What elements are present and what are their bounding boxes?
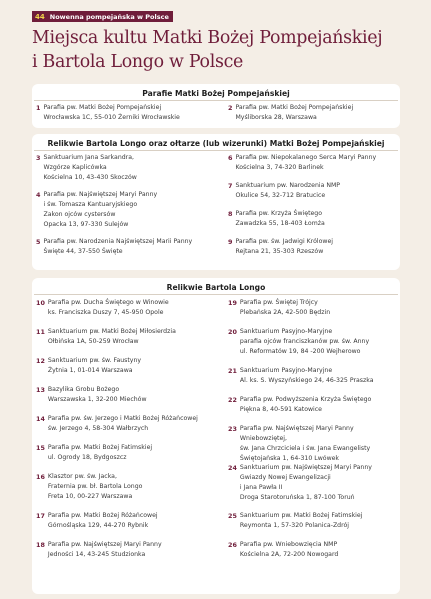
entry-text: Parafia pw. Niepokalanego Serca Maryi Panny Kościelna 3, 74-320 Barlinek (235, 154, 377, 171)
section-parafie-card (32, 84, 400, 128)
entry-text: Sanktuarium pw. Najświętszej Maryi Panny Gwiazdy Nowej Ewangelizacji i Jana Pawła II Droga Starotoruńska 1, 87-100 Toruń (239, 464, 372, 501)
section-relikwie-oltarze-card (32, 134, 400, 270)
list-item (228, 153, 376, 173)
entry-text: Parafia pw. Świętej Trójcy Plebańska 2A, 42-500 Będzin (239, 299, 331, 316)
list-item (36, 153, 137, 183)
entry-text: Sanktuarium pw. Narodzenia NMP Okulice 54, 32-712 Bratucice (235, 182, 341, 199)
entry-text: Parafia pw. Matki Bożej Pompejańskiej Wrocławska 1C, 55-010 Żerniki Wrocławskie (43, 104, 180, 121)
entry-text: Sanktuarium Pasyjno-Maryjne parafia ojców franciszkanów pw. św. Anny ul. Reformatów 19, 84 -200 Wejherowo (239, 328, 370, 355)
list-item (228, 463, 372, 503)
list-item (228, 424, 400, 464)
entry-number: 3 (36, 154, 41, 162)
entry-number: 16 (36, 473, 45, 481)
entry-number: 14 (36, 415, 45, 423)
entry-number: 26 (228, 541, 237, 549)
entry-number: 24 (228, 464, 237, 472)
list-item (36, 237, 192, 257)
page-header-bar (32, 11, 173, 22)
entry-number: 23 (228, 425, 237, 433)
list-item (228, 103, 353, 123)
entry-number: 20 (228, 328, 237, 336)
list-item (36, 356, 141, 376)
list-item (36, 298, 169, 318)
section-title: Relikwie Bartola Longo (34, 278, 398, 295)
list-item (228, 181, 340, 201)
entry-text: Bazylika Grobu Bożego Warszawska 1, 32-200 Miechów (47, 386, 147, 403)
entry-number: 18 (36, 541, 45, 549)
section-title: Relikwie Bartola Longo oraz ołtarze (lub wizerunki) Matki Bożej Pompejańskiej (34, 134, 398, 151)
entry-text: Parafia pw. Najświętszej Maryi Panny i św. Tomasza Kantuaryjskiego Zakon ojców cystersów Opacka 13, 97-330 Sulejów (43, 191, 158, 228)
entry-text: Parafia pw. Najświętszej Maryi Panny Jedności 14, 43-245 Studzionka (47, 541, 162, 558)
list-item (36, 472, 142, 502)
list-item (228, 540, 338, 560)
entry-text: Klasztor pw. św. Jacka, Fraternia pw. bł. Bartola Longo Freta 10, 00-227 Warszawa (47, 473, 143, 500)
list-item (36, 103, 180, 123)
section-title: Parafie Matki Bożej Pompejańskiej (34, 84, 398, 101)
entry-text: Parafia pw. św. Jerzego i Matki Bożej Różańcowej św. Jerzego 4, 58-304 Wałbrzych (47, 415, 198, 432)
entry-text: Parafia pw. Matki Bożej Różańcowej Górnośląska 129, 44-270 Rybnik (47, 512, 158, 529)
entry-text: Parafia pw. Krzyża Świętego Zawadzka 55, 18-403 Łomża (235, 210, 325, 227)
list-item (228, 511, 362, 531)
entry-number: 10 (36, 299, 45, 307)
entry-text: Parafia pw. Matki Bożej Fatimskiej ul. Ogrody 18, Bydgoszcz (47, 444, 153, 461)
list-item (228, 209, 325, 229)
entry-number: 21 (228, 367, 237, 375)
entry-number: 1 (36, 104, 41, 112)
entry-number: 8 (228, 210, 233, 218)
entry-text: Parafia pw. Wniebowzięcia NMP Kościelna 2A, 72-200 Nowogard (239, 541, 339, 558)
entry-text: Sanktuarium pw. Matki Bożej Miłosierdzia Ołbińska 1A, 50-259 Wrocław (47, 328, 176, 345)
entry-number: 7 (228, 182, 233, 190)
section-header-title: Nowenna pompejańska w Polsce (49, 12, 169, 21)
entry-number: 5 (36, 238, 41, 246)
page-title: Miejsca kultu Matki Bożej Pompejańskiej i Bartola Longo w Polsce (32, 28, 383, 72)
entry-number: 13 (36, 386, 45, 394)
section-relikwie-bartola-card (32, 278, 400, 594)
entry-text: Parafia pw. Podwyższenia Krzyża Świętego Piękna 8, 40-591 Katowice (239, 396, 372, 413)
list-item (228, 298, 330, 318)
list-item (228, 327, 369, 357)
page-number: 44 (35, 12, 45, 21)
list-item (36, 443, 152, 463)
entry-text: Sanktuarium pw. Matki Bożej Fatimskiej Reymonta 1, 57-320 Polanica-Zdrój (239, 512, 363, 529)
entry-text: Parafia pw. św. Jadwigi Królowej Rejtana 21, 35-303 Rzeszów (235, 238, 333, 255)
entry-number: 11 (36, 328, 45, 336)
list-item (228, 237, 333, 257)
entry-number: 6 (228, 154, 233, 162)
entry-number: 15 (36, 444, 45, 452)
entry-text: Sanktuarium Jana Sarkandra, Wzgórze Kaplicówka Kościelna 10, 43-430 Skoczów (43, 154, 137, 181)
list-item (36, 414, 198, 434)
entry-number: 4 (36, 191, 41, 199)
entry-number: 12 (36, 357, 45, 365)
entry-number: 19 (228, 299, 237, 307)
entry-number: 2 (228, 104, 233, 112)
entry-text: Parafia pw. Ducha Świętego w Winowie ks. Franciszka Duszy 7, 45-950 Opole (47, 299, 169, 316)
entry-text: Parafia pw. Narodzenia Najświętszej Marii Panny Święte 44, 37-550 Święte (43, 238, 193, 255)
entry-text: Parafia pw. Matki Bożej Pompejańskiej Myśliborska 28, Warszawa (235, 104, 354, 121)
list-item (36, 327, 176, 347)
entry-number: 17 (36, 512, 45, 520)
list-item (36, 190, 157, 230)
entry-text: Sanktuarium Pasyjno-Maryjne Al. ks. S. Wyszyńskiego 24, 46-325 Praszka (239, 367, 374, 384)
list-item (228, 366, 374, 386)
list-item (36, 511, 158, 531)
list-item (36, 385, 147, 405)
entry-text: Sanktuarium pw. św. Faustyny Żytnia 1, 01-014 Warszawa (47, 357, 142, 374)
list-item (36, 540, 162, 560)
entry-number: 9 (228, 238, 233, 246)
entry-text: Parafia pw. Najświętszej Maryi Panny Wniebowziętej, św. Jana Chrzciciela i św. Jana Ewangelisty Świętojańska 1, 64-310 Lwówek (239, 425, 371, 462)
entry-number: 22 (228, 396, 237, 404)
entry-number: 25 (228, 512, 237, 520)
list-item (228, 395, 371, 415)
